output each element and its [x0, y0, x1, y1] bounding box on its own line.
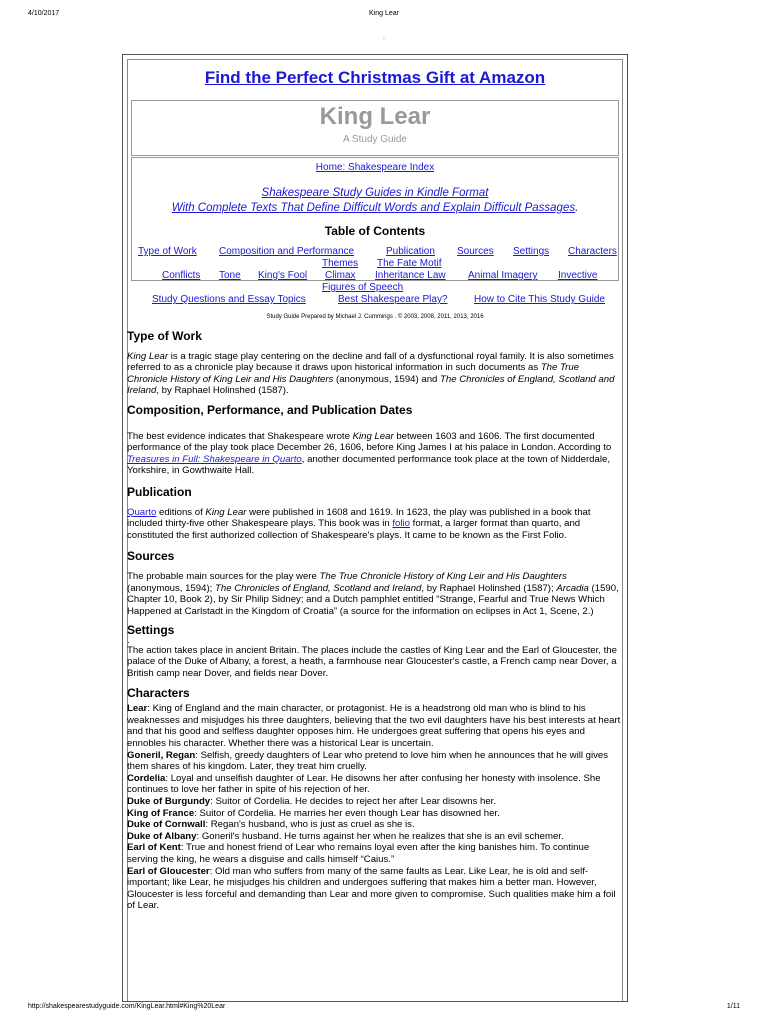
toc-link-study-questions[interactable]: Study Questions and Essay Topics: [152, 294, 306, 305]
toc-link-publication[interactable]: Publication: [386, 246, 435, 257]
folio-link[interactable]: folio: [392, 518, 410, 530]
toc-link-tone[interactable]: Tone: [219, 270, 241, 281]
text-span: , another documented performance took place at the town of Nidderdale, Yorkshire, in Gowthwaite Hall.: [127, 453, 610, 477]
text-span: (anonymous, 1594);: [127, 582, 215, 594]
play-title: King Lear: [127, 350, 169, 362]
toc-link-invective[interactable]: Invective: [558, 270, 598, 281]
print-date: 4/10/2017: [28, 10, 60, 17]
publication-text: [127, 507, 621, 542]
toc-link-inheritance-law[interactable]: Inheritance Law: [375, 270, 446, 281]
toc-link-themes[interactable]: Themes: [322, 258, 359, 269]
toc-link-composition[interactable]: Composition and Performance: [219, 246, 355, 257]
title-box: [131, 100, 619, 156]
text-span: is a tragic stage play centering on the decline and fall of a dysfunctional royal family. It is also sometimes referred to as a chronicle play because it draws upon historical information in such documents as: [127, 350, 614, 374]
source-title: The True Chronicle History of King Leir and His Daughters: [127, 362, 580, 385]
character-name: Cordelia: [127, 772, 166, 784]
character-entry: [127, 831, 621, 843]
text-span: (1590, Chapter 10, Book 2), by Sir Philip Sidney; and a Dutch pamphlet entitled “Strange, Fearful and True News Which Happened at Carlstadt in the Kingdom of Croatia” (a source for the information on eclipses in Act 1, Scene, 2.): [127, 582, 619, 617]
character-list: [127, 703, 621, 912]
source-title: The Chronicles of England, Scotland and Ireland: [215, 582, 422, 594]
character-description: : Loyal and unselfish daughter of Lear. He disowns her after confusing her honesty with insolence. She continues to love her father in spite of his rejection of her.: [127, 772, 601, 796]
page-subtitle: A Study Guide: [343, 134, 407, 145]
character-description: : Old man who suffers from many of the same faults as Lear. Like Lear, he is old and self-important; like Lear, he misjudges his children and undergoes suffering that makes him a better man. However, Gloucester is less forceful and demanding than Lear and more given to compromise. Such qualities make him a foil of Lear.: [127, 865, 616, 912]
page-frame: [122, 54, 628, 1002]
settings-dot: .: [127, 634, 130, 646]
toc-link-characters[interactable]: Characters: [568, 246, 617, 257]
toc-link-best-play[interactable]: Best Shakespeare Play?: [338, 294, 448, 305]
article-body: [127, 331, 621, 912]
character-entry: [127, 750, 621, 773]
character-name: Duke of Cornwall: [127, 819, 206, 831]
character-description: : Suitor of Cordelia. He decides to reject her after Lear disowns her.: [210, 796, 496, 807]
toc-link-settings[interactable]: Settings: [513, 246, 550, 257]
character-name: King of France: [127, 807, 195, 819]
character-entry: [127, 703, 621, 749]
text-span: editions of: [156, 506, 206, 518]
kindle-period: .: [575, 202, 579, 214]
section-heading-sources: Sources: [127, 549, 175, 564]
text-span: format, a larger format than quarto, and constituted the first authorized collection of Shakespeare's plays. It came to be known as the First Folio.: [127, 518, 581, 541]
amazon-link[interactable]: Find the Perfect Christmas Gift at Amazon: [204, 68, 546, 87]
character-entry: [127, 808, 621, 820]
source-title: The Chronicles of England, Scotland and Ireland: [127, 373, 615, 397]
toc-link-how-to-cite[interactable]: How to Cite This Study Guide: [474, 294, 605, 305]
kindle-promo: [132, 186, 618, 216]
text-span: The best evidence indicates that Shakespeare wrote: [127, 430, 353, 442]
play-title: King Lear: [352, 430, 394, 442]
text-span: The probable main sources for the play were: [127, 570, 320, 582]
character-description: : Goneril's husband. He turns against her when he realizes that she is an evil schemer.: [196, 830, 564, 842]
character-entry: [127, 819, 621, 831]
page-number: 1/11: [726, 1003, 740, 1010]
character-name: Earl of Kent: [127, 842, 181, 854]
print-header: [28, 10, 740, 22]
character-entry: [127, 842, 621, 865]
character-entry: [127, 773, 621, 796]
section-heading-settings: Settings: [127, 623, 175, 638]
text-span: were published in 1608 and 1619. In 1623, the play was published in a book that included thirty-five other Shakespeare plays. This book was in: [127, 506, 591, 530]
toc-heading: Table of Contents: [324, 224, 426, 238]
toc-link-kings-fool[interactable]: King's Fool: [258, 270, 308, 281]
character-description: : Selfish, greedy daughters of Lear who pretend to love him when he announces that he will gives them shares of his kingdom. Later, they treat him cruelly.: [127, 749, 609, 773]
toc-link-fate-motif[interactable]: The Fate Motif: [377, 258, 442, 269]
section-heading-type-of-work: Type of Work: [127, 329, 202, 343]
sources-text: [127, 571, 621, 617]
toc-link-sources[interactable]: Sources: [457, 246, 494, 257]
kindle-link-line2[interactable]: With Complete Texts That Define Difficult Words and Explain Difficult Passages: [171, 202, 576, 214]
character-description: : Suitor of Cordelia. He marries her even though Lear has disowned her.: [194, 807, 500, 819]
text-span: between 1603 and 1606. The first documented performance of the play took place December 26, 1606, before King James I at his palace in London. According to: [127, 430, 612, 454]
toc-box: [131, 157, 619, 320]
character-name: Earl of Gloucester: [127, 865, 210, 877]
page-title: King Lear: [319, 103, 431, 130]
section-heading-characters: Characters: [127, 685, 190, 700]
play-title: King Lear: [205, 506, 247, 518]
home-link[interactable]: Home: Shakespeare Index: [315, 162, 435, 173]
quarto-link[interactable]: Quarto: [127, 506, 157, 518]
character-entry: [127, 866, 621, 912]
text-span: , by Raphael Holinshed (1587).: [156, 385, 289, 397]
type-of-work-text: [127, 351, 621, 397]
text-span: (anonymous, 1594) and: [333, 373, 441, 385]
character-entry: [127, 796, 621, 808]
treasures-link[interactable]: Treasures in Full: Shakespeare in Quarto: [127, 453, 302, 465]
print-title: King Lear: [369, 10, 399, 17]
character-description: : True and honest friend of Lear who remains loyal even after the king banishes him. To continue serving the king, he wears a disguise and calls himself “Caius.”: [127, 842, 590, 865]
character-name: Goneril, Regan: [127, 749, 196, 761]
kindle-link-line1[interactable]: Shakespeare Study Guides in Kindle Format: [261, 187, 489, 199]
character-name: Lear: [127, 703, 148, 715]
character-name: Duke of Albany: [127, 830, 197, 842]
text-span: , by Raphael Holinshed (1587);: [421, 582, 557, 594]
toc-link-type-of-work[interactable]: Type of Work: [138, 246, 197, 257]
toc-link-animal-imagery[interactable]: Animal Imagery: [468, 270, 538, 281]
settings-text: The action takes place in ancient Britain. The places include the castles of King Lear and the Earl of Gloucester, the palace of the Duke of Albany, a forest, a heath, a farmhouse near Gloucester's castle, a French camp near Dover, a British camp near Dover, and fields near Dover.: [127, 644, 617, 680]
section-heading-composition: Composition, Performance, and Publication Dates: [127, 402, 413, 417]
character-description: : Regan's husband, who is just as cruel as she is.: [205, 819, 415, 831]
source-title: The True Chronicle History of King Leir and His Daughters: [319, 570, 567, 582]
character-description: : King of England and the main character, or protagonist. He is a headstrong old man who is blind to his weaknesses and misjudges his three daughters, believing that the two evil daughters have his best interests at heart and that his good and selfless daughter opposes him. He undergoes great suffering that opens his eyes and ennobles his character. Whether there was a historical Lear is uncertain.: [127, 703, 621, 750]
toc-link-figures-of-speech[interactable]: Figures of Speech: [322, 282, 404, 293]
header-dot: .: [383, 34, 385, 41]
toc-link-conflicts[interactable]: Conflicts: [162, 270, 201, 281]
print-url: http://shakespearestudyguide.com/KingLear.html#King%20Lear: [28, 1003, 226, 1010]
character-name: Duke of Burgundy: [127, 796, 211, 807]
section-heading-publication: Publication: [127, 484, 192, 499]
credit-line: Study Guide Prepared by Michael J. Cummings . © 2003, 2008, 2011, 2013, 2016: [266, 314, 484, 320]
composition-text: [127, 431, 621, 477]
toc-link-climax[interactable]: Climax: [325, 270, 356, 281]
source-title: Arcadia: [556, 582, 589, 594]
